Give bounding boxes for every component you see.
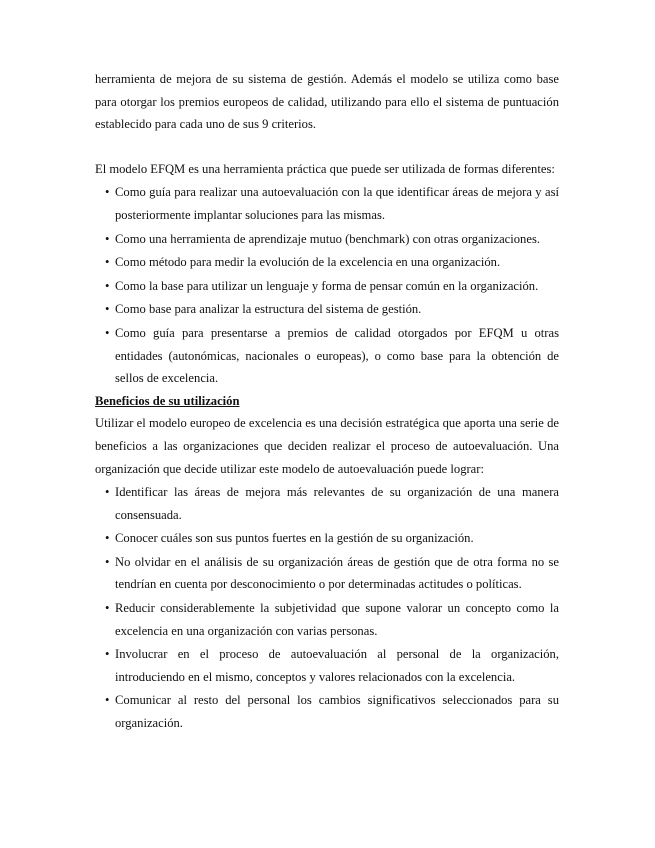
intro-paragraph: herramienta de mejora de su sistema de gestión. Además el modelo se utiliza como base para otorgar los premios europeos de calidad, utilizando para ello el sistema de puntuación establecido para cada uno de sus 9 criterios. bbox=[95, 72, 559, 132]
list-item: • Identificar las áreas de mejora más relevantes de su organización de una manera consensuada. bbox=[95, 481, 559, 526]
list-item: • Como guía para realizar una autoevaluación con la que identificar áreas de mejora y así posteriormente implantar soluciones para las mismas. bbox=[95, 181, 559, 226]
list-item: • Como una herramienta de aprendizaje mutuo (benchmark) con otras organizaciones. bbox=[95, 228, 559, 251]
list-item: • Como la base para utilizar un lenguaje y forma de pensar común en la organización. bbox=[95, 275, 559, 298]
list-item: • Comunicar al resto del personal los cambios significativos seleccionados para su organización. bbox=[95, 689, 559, 734]
uses-list bbox=[95, 181, 559, 389]
benefits-heading: Beneficios de su utilización bbox=[95, 393, 240, 408]
benefits-intro-paragraph: Utilizar el modelo europeo de excelencia es una decisión estratégica que aporta una serie de beneficios a las organizaciones que deciden realizar el proceso de autoevaluación. Una organización que decide utilizar este modelo de autoevaluación puede lograr: bbox=[95, 416, 559, 476]
list-item: • No olvidar en el análisis de su organización áreas de gestión que de otra forma no se tendrían en cuenta por desconocimiento o por determinadas actitudes o políticas. bbox=[95, 551, 559, 596]
list-item: • Como base para analizar la estructura del sistema de gestión. bbox=[95, 298, 559, 321]
list-item: • Como método para medir la evolución de la excelencia en una organización. bbox=[95, 251, 559, 274]
uses-intro-paragraph: El modelo EFQM es una herramienta práctica que puede ser utilizada de formas diferentes: bbox=[95, 161, 555, 176]
benefits-list bbox=[95, 481, 559, 735]
list-item: • Reducir considerablemente la subjetividad que supone valorar un concepto como la excelencia en una organización con varias personas. bbox=[95, 597, 559, 642]
list-item: • Como guía para presentarse a premios de calidad otorgados por EFQM u otras entidades (autonómicas, nacionales o europeas), o como base para la obtención de sellos de excelencia. bbox=[95, 322, 559, 390]
list-item: • Involucrar en el proceso de autoevaluación al personal de la organización, introduciendo en el mismo, conceptos y valores relacionados con la excelencia. bbox=[95, 643, 559, 688]
page-content bbox=[95, 68, 559, 735]
list-item: • Conocer cuáles son sus puntos fuertes en la gestión de su organización. bbox=[95, 527, 559, 550]
